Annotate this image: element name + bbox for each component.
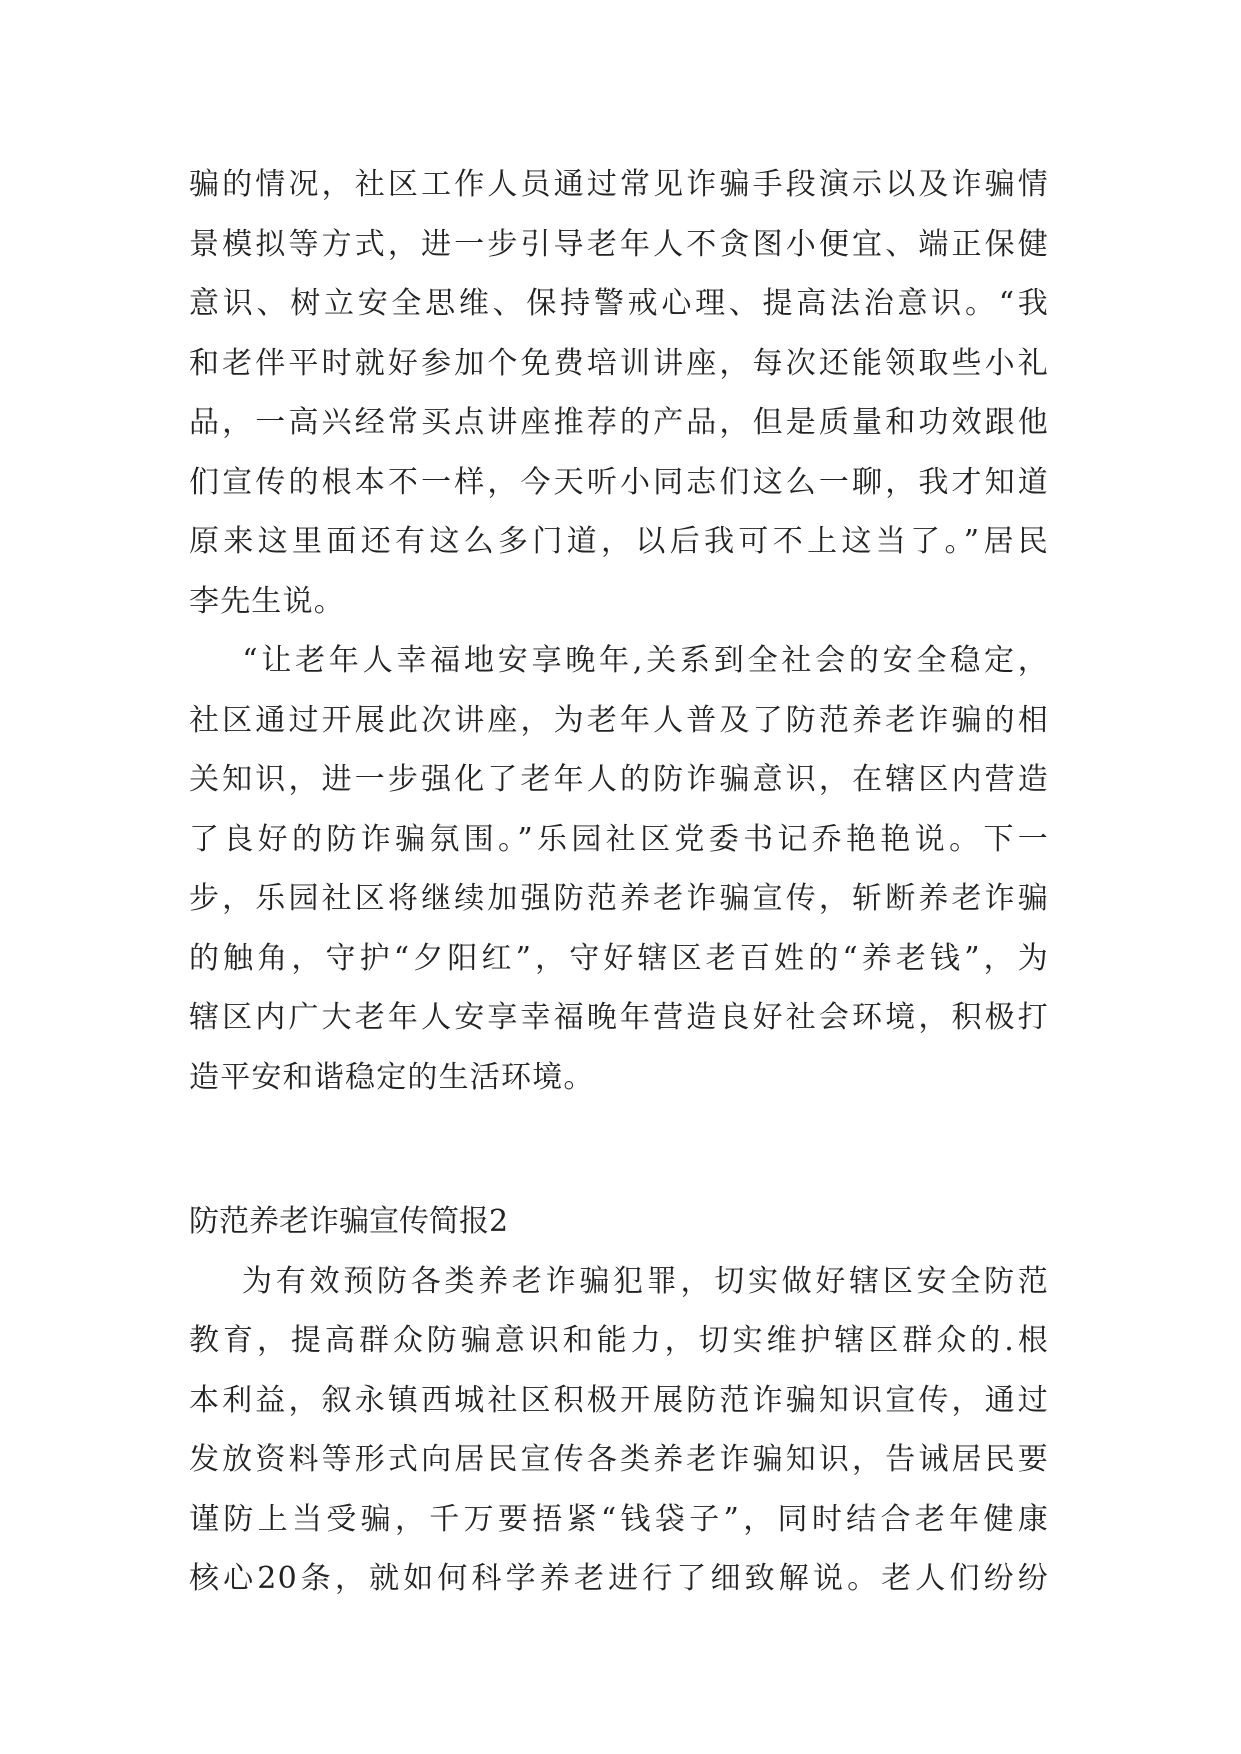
body-line: 为有效预防各类养老诈骗犯罪，切实做好辖区安全防范: [189, 1263, 1049, 1299]
body-line: 社区通过开展此次讲座，为老年人普及了防范养老诈骗的相: [189, 702, 1049, 738]
body-line: 发放资料等形式向居民宣传各类养老诈骗知识，告诫居民要: [189, 1442, 1049, 1477]
body-line: 景模拟等方式，进一步引导老年人不贪图小便宜、端正保健: [189, 226, 1049, 262]
body-line: 辖区内广大老年人安享幸福晚年营造良好社会环境，积极打: [189, 1000, 1049, 1035]
body-line: 原来这里面还有这么多门道，以后我可不上这当了。”居民: [189, 524, 1049, 559]
body-line: 李先生说。: [189, 583, 345, 619]
body-line: 意识、树立安全思维、保持警戒心理、提高法治意识。“我: [189, 286, 1049, 321]
body-line: 关知识，进一步强化了老年人的防诈骗意识，在辖区内营造: [189, 762, 1049, 797]
body-line: 和老伴平时就好参加个免费培训讲座，每次还能领取些小礼: [189, 345, 1049, 381]
body-line: 教育，提高群众防骗意识和能力，切实维护辖区群众的.根: [189, 1323, 1049, 1358]
body-line: 们宣传的根本不一样，今天听小同志们这么一聊，我才知道: [189, 464, 1049, 500]
document-body: [189, 155, 1049, 1609]
body-line: 品，一高兴经常买点讲座推荐的产品，但是质量和功效跟他: [189, 405, 1049, 440]
body-line: 造平安和谐稳定的生活环境。: [189, 1059, 595, 1095]
body-line: 了良好的防诈骗氛围。”乐园社区党委书记乔艳艳说。下一: [189, 821, 1049, 857]
body-line: 步，乐园社区将继续加强防范养老诈骗宣传，斩断养老诈骗: [189, 881, 1049, 916]
body-line: 的触角，守护“夕阳红”，守好辖区老百姓的“养老钱”，为: [189, 940, 1049, 976]
body-line: 谨防上当受骗，千万要捂紧“钱袋子”，同时结合老年健康: [189, 1501, 1049, 1537]
section-heading: 防范养老诈骗宣传简报2: [189, 1204, 509, 1239]
body-line: 核心20条，就如何科学养老进行了细致解说。老人们纷纷: [189, 1561, 1049, 1596]
body-line: 本利益，叙永镇西城社区积极开展防范诈骗知识宣传，通过: [189, 1382, 1049, 1418]
body-line: 骗的情况，社区工作人员通过常见诈骗手段演示以及诈骗情: [189, 167, 1049, 202]
body-line: “让老年人幸福地安享晚年,关系到全社会的安全稳定，: [189, 643, 1049, 678]
section-spacer: [189, 1107, 1049, 1192]
